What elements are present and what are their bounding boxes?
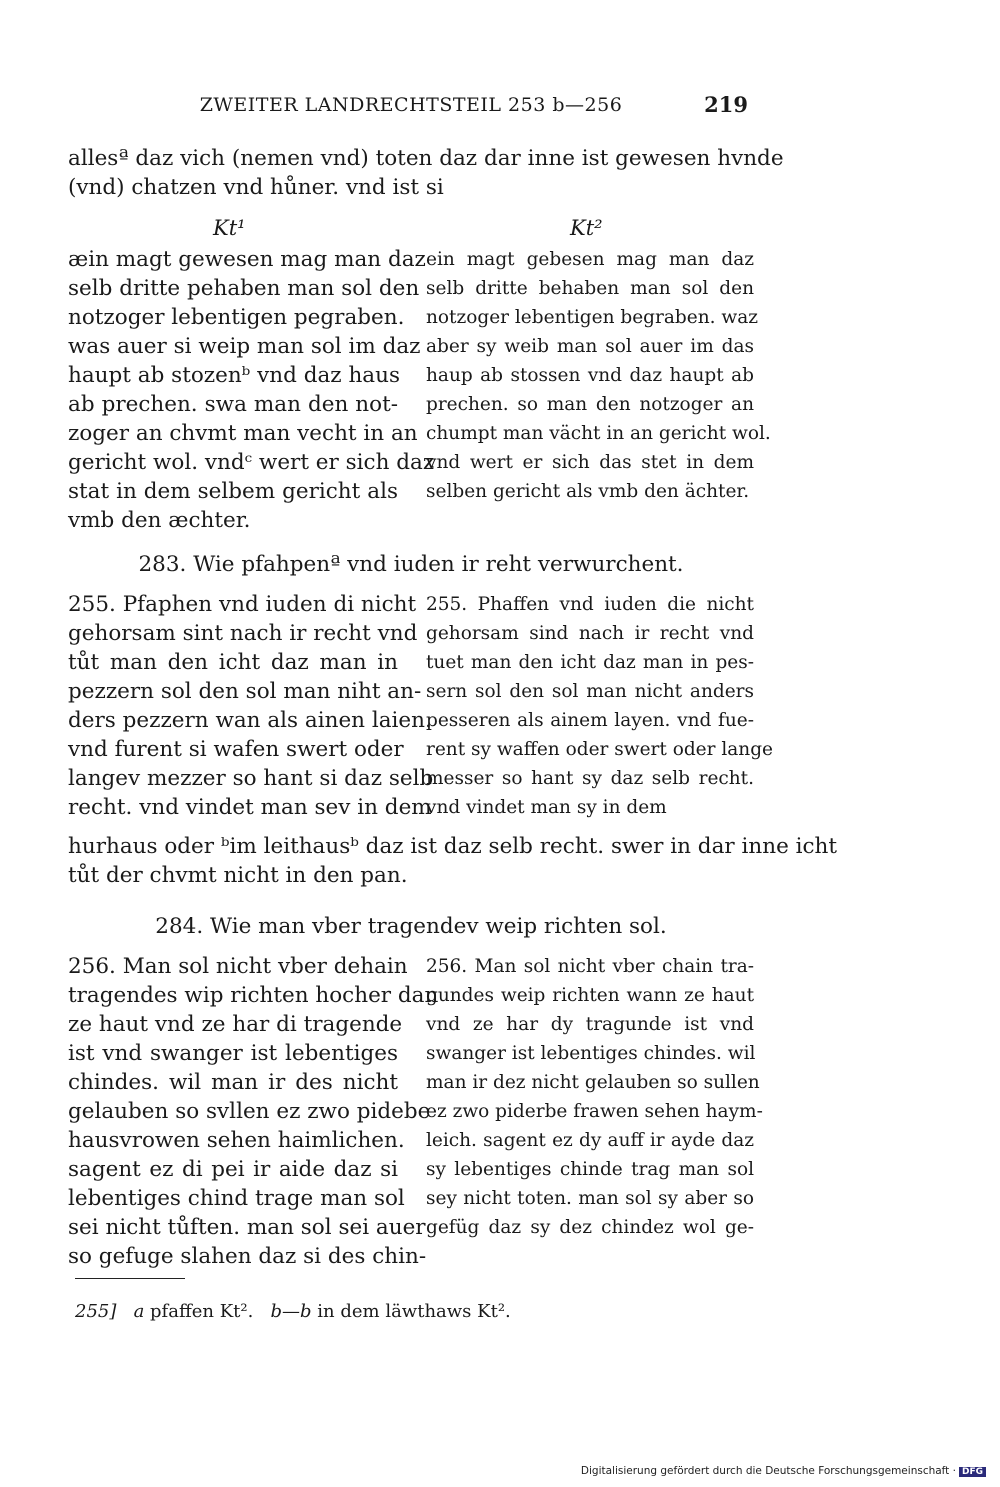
text-line: haup ab stossen vnd daz haupt ab [426,365,754,386]
text-line: vmb den æchter. [68,508,251,533]
text-line: 256. Man sol nicht vber dehain [68,954,408,979]
block1-left-column [68,245,435,535]
text-line: ab prechen. swa man den not- [68,392,398,417]
text-line: vnd vindet man sy in dem [426,797,667,818]
text-line: tragendes wip richten hocher dan [68,983,439,1008]
text-line: chindes. wil man ir des nicht [68,1070,398,1095]
siglum-right: Kt² [570,216,603,240]
text-line: sei nicht tůften. man sol sei auer [68,1215,426,1240]
text-line: ist vnd swanger ist lebentiges [68,1041,398,1066]
section283-right-column [426,590,773,822]
section283-left-column [68,590,434,822]
text-line: pesseren als ainem layen. vnd fue- [426,710,754,731]
text-line: lebentiges chind trage man sol [68,1186,405,1211]
text-line: prechen. so man den notzoger an [426,394,754,415]
text-line: hausvrowen sehen haimlichen. [68,1128,405,1153]
text-line: zoger an chvmt man vecht in an [68,421,418,446]
text-line: ders pezzern wan als ainen laien. [68,708,432,733]
text-line: vnd furent si wafen swert oder [68,737,404,762]
footnote-mark-a: a [133,1301,145,1322]
text-line: tuet man den icht daz man in pes- [426,652,754,673]
text-line: vnd ze har dy tragunde ist vnd [426,1014,754,1035]
intro-line: allesª daz vich (nemen vnd) toten daz dar inne ist gewesen hvnde [68,146,784,171]
text-line: hurhaus oder ᵇim leithausᵇ daz ist daz selb recht. swer in dar inne icht [68,834,838,859]
footnote-divider [75,1278,185,1279]
text-line: tůt der chvmt nicht in den pan. [68,863,408,888]
text-line: gundes weip richten wann ze haut [426,985,754,1006]
text-line: sagent ez di pei ir aide daz si [68,1157,398,1182]
credit-text: Digitalisierung gefördert durch die Deutsche Forschungsgemeinschaft · [580,1465,956,1477]
text-line: notzoger lebentigen begraben. waz [426,307,758,328]
funding-credit [581,1465,986,1477]
text-line: selb dritte behaben man sol den [426,278,754,299]
text-line: aber sy weib man sol auer im das [426,336,754,357]
text-line: stat in dem selbem gericht als [68,479,398,504]
section-heading-284: 284. Wie man vber tragendev weip richten sol. [155,914,667,939]
intro-line: (vnd) chatzen vnd hůner. vnd ist si [68,175,444,200]
text-line: 255. Phaffen vnd iuden die nicht [426,594,754,615]
text-line: ein magt gebesen mag man daz [426,249,754,270]
text-line: sey nicht toten. man sol sy aber so [426,1188,754,1209]
text-line: leich. sagent ez dy auff ir ayde daz [426,1130,754,1151]
text-line: man ir dez nicht gelauben so sullen [426,1072,760,1093]
dfg-logo: DFG [959,1467,986,1477]
footnote [75,1301,511,1322]
joined-paragraph [68,832,838,890]
footnote-ref: 255] [75,1301,117,1322]
text-line: vnd wert er sich das stet in dem [426,452,754,473]
page-number: 219 [704,92,748,117]
text-line: sern sol den sol man nicht anders [426,681,754,702]
text-line: 256. Man sol nicht vber chain tra- [426,956,754,977]
running-title: ZWEITER LANDRECHTSTEIL 253 b—256 [199,94,623,116]
section284-right-column [426,952,763,1242]
text-line: recht. vnd vindet man sev in dem [68,795,432,820]
text-line: gericht wol. vndᶜ wert er sich daz [68,450,435,475]
text-line: tůt man den icht daz man in [68,650,398,675]
text-line: gehorsam sind nach ir recht vnd [426,623,754,644]
text-line: pezzern sol den sol man niht an- [68,679,422,704]
text-line: gelauben so svllen ez zwo pidebe [68,1099,431,1124]
text-line: gehorsam sint nach ir recht vnd [68,621,418,646]
text-line: 255. Pfaphen vnd iuden di nicht [68,592,417,617]
text-line: sy lebentiges chinde trag man sol [426,1159,754,1180]
siglum-left: Kt¹ [213,216,246,240]
block1-right-column [426,245,771,506]
text-line: swanger ist lebentiges chindes. wil [426,1043,756,1064]
text-line: rent sy waffen oder swert oder lange [426,739,773,760]
text-line: messer so hant sy daz selb recht. [426,768,754,789]
footnote-text-b: in dem läwthaws Kt². [317,1301,511,1322]
text-line: ez zwo piderbe frawen sehen haym- [426,1101,763,1122]
text-line: gefüg daz sy dez chindez wol ge- [426,1217,754,1238]
footnote-text-a: pfaffen Kt². [150,1301,254,1322]
footnote-mark-b: b—b [270,1301,312,1322]
text-line: was auer si weip man sol im daz [68,334,421,359]
running-head [68,94,754,122]
text-line: selben gericht als vmb den ächter. [426,481,750,502]
text-line: ze haut vnd ze har di tragende [68,1012,403,1037]
section284-left-column [68,952,439,1271]
text-line: langev mezzer so hant si daz selb [68,766,434,791]
text-line: selb dritte pehaben man sol den [68,276,420,301]
text-line: haupt ab stozenᵇ vnd daz haus [68,363,400,388]
text-line: æin magt gewesen mag man daz [68,247,426,272]
text-line: chumpt man vächt in an gericht wol. [426,423,771,444]
intro-paragraph [68,144,784,202]
text-line: so gefuge slahen daz si des chin- [68,1244,427,1269]
section-heading-283: 283. Wie pfahpenª vnd iuden ir reht verwurchent. [138,552,684,577]
text-line: notzoger lebentigen pegraben. [68,305,405,330]
